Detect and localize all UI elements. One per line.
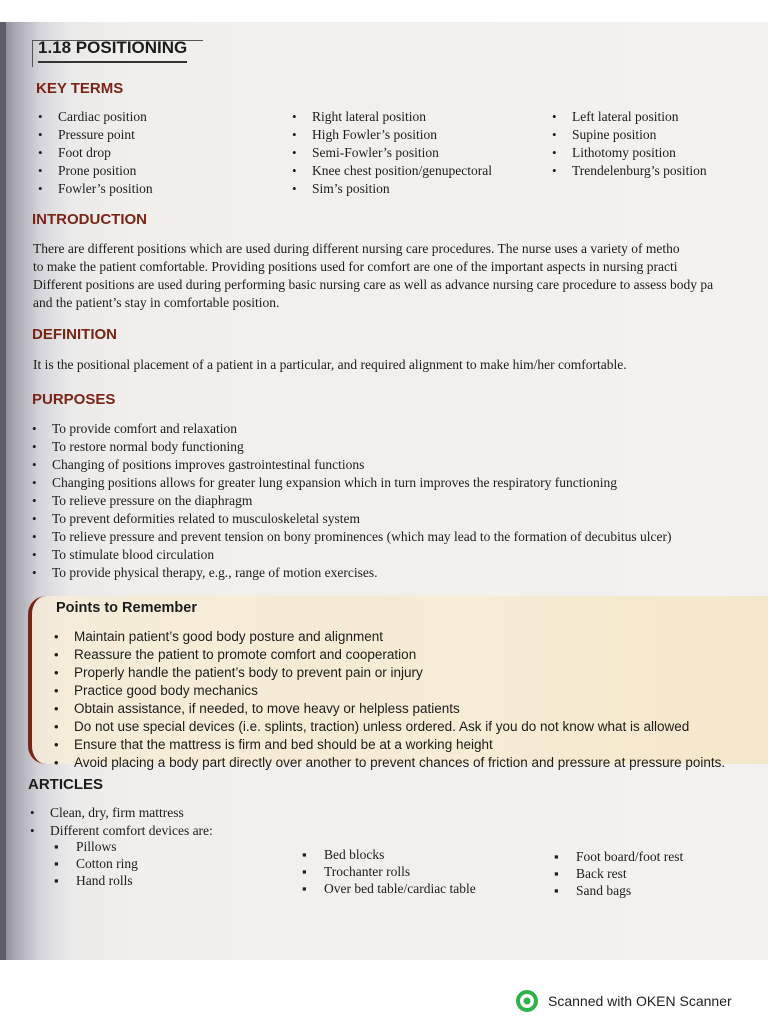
key-term: • Supine position bbox=[548, 126, 707, 144]
key-term: • Knee chest position/genupectoral bbox=[288, 162, 492, 180]
scanned-page bbox=[0, 22, 768, 960]
introduction-paragraph bbox=[33, 240, 768, 312]
articles-heading: ARTICLES bbox=[28, 776, 103, 793]
article-item: • Clean, dry, firm mattress bbox=[26, 804, 213, 822]
comfort-devices-column-1 bbox=[50, 838, 138, 889]
device-item: ▪ Cotton ring bbox=[50, 855, 138, 872]
key-term: • Trendelenburg’s position bbox=[548, 162, 707, 180]
articles-list bbox=[26, 804, 213, 840]
points-to-remember-title: Points to Remember bbox=[56, 600, 197, 616]
key-term: • Prone position bbox=[34, 162, 153, 180]
scanner-watermark-text: Scanned with OKEN Scanner bbox=[548, 993, 732, 1009]
remember-item: • Avoid placing a body part directly over another to prevent chances of friction and pressure at pressure points. bbox=[50, 754, 725, 772]
device-item: ▪ Back rest bbox=[550, 865, 683, 882]
purposes-heading: PURPOSES bbox=[32, 391, 116, 408]
key-term: • Lithotomy position bbox=[548, 144, 707, 162]
remember-item: • Properly handle the patient’s body to prevent pain or injury bbox=[50, 664, 725, 682]
remember-item: • Obtain assistance, if needed, to move heavy or helpless patients bbox=[50, 700, 725, 718]
purpose-item: • To stimulate blood circulation bbox=[28, 546, 671, 564]
remember-item: • Maintain patient’s good body posture and alignment bbox=[50, 628, 725, 646]
oken-scanner-icon bbox=[516, 990, 538, 1012]
comfort-devices-column-2 bbox=[298, 846, 476, 897]
key-term: • High Fowler’s position bbox=[288, 126, 492, 144]
device-item: ▪ Sand bags bbox=[550, 882, 683, 899]
key-term: • Fowler’s position bbox=[34, 180, 153, 198]
introduction-line: and the patient’s stay in comfortable position. bbox=[33, 295, 280, 310]
remember-item: • Do not use special devices (i.e. splints, traction) unless ordered. Ask if you do not know what is allowed bbox=[50, 718, 725, 736]
key-term: • Cardiac position bbox=[34, 108, 153, 126]
key-terms-heading: KEY TERMS bbox=[36, 80, 124, 97]
key-term: • Foot drop bbox=[34, 144, 153, 162]
introduction-line: to make the patient comfortable. Providing positions used for comfort are one of the important aspects in nursing practi bbox=[33, 259, 678, 274]
purpose-item: • To provide physical therapy, e.g., range of motion exercises. bbox=[28, 564, 671, 582]
key-term: • Right lateral position bbox=[288, 108, 492, 126]
purpose-item: • Changing of positions improves gastrointestinal functions bbox=[28, 456, 671, 474]
introduction-line: Different positions are used during performing basic nursing care as well as advance nursing care procedure to assess body pa bbox=[33, 277, 714, 292]
key-terms-column-2 bbox=[288, 108, 492, 198]
definition-heading: DEFINITION bbox=[32, 326, 117, 343]
scanner-watermark bbox=[516, 990, 732, 1012]
remember-item: • Practice good body mechanics bbox=[50, 682, 725, 700]
key-terms-column-1 bbox=[34, 108, 153, 198]
comfort-devices-column-3 bbox=[550, 848, 683, 899]
key-term: • Semi-Fowler’s position bbox=[288, 144, 492, 162]
purpose-item: • To provide comfort and relaxation bbox=[28, 420, 671, 438]
introduction-heading: INTRODUCTION bbox=[32, 211, 147, 228]
purpose-item: • To relieve pressure on the diaphragm bbox=[28, 492, 671, 510]
purposes-list bbox=[28, 420, 671, 582]
key-term: • Sim’s position bbox=[288, 180, 492, 198]
remember-item: • Reassure the patient to promote comfort and cooperation bbox=[50, 646, 725, 664]
device-item: ▪ Foot board/foot rest bbox=[550, 848, 683, 865]
points-to-remember-box bbox=[28, 596, 768, 770]
points-to-remember-list bbox=[50, 628, 725, 772]
device-item: ▪ Trochanter rolls bbox=[298, 863, 476, 880]
device-item: ▪ Hand rolls bbox=[50, 872, 138, 889]
definition-text: It is the positional placement of a patient in a particular, and required alignment to make him/her comfortable. bbox=[33, 357, 627, 372]
article-item: • Different comfort devices are: bbox=[26, 822, 213, 840]
remember-item: • Ensure that the mattress is firm and bed should be at a working height bbox=[50, 736, 725, 754]
key-term: • Left lateral position bbox=[548, 108, 707, 126]
purpose-item: • To relieve pressure and prevent tension on bony prominences (which may lead to the formation of decubitus ulcer) bbox=[28, 528, 671, 546]
purpose-item: • To prevent deformities related to musculoskeletal system bbox=[28, 510, 671, 528]
introduction-line: There are different positions which are used during different nursing care procedures. The nurse uses a variety of metho bbox=[33, 241, 680, 256]
key-term: • Pressure point bbox=[34, 126, 153, 144]
device-item: ▪ Bed blocks bbox=[298, 846, 476, 863]
purpose-item: • Changing positions allows for greater lung expansion which in turn improves the respiratory functioning bbox=[28, 474, 671, 492]
device-item: ▪ Pillows bbox=[50, 838, 138, 855]
device-item: ▪ Over bed table/cardiac table bbox=[298, 880, 476, 897]
purpose-item: • To restore normal body functioning bbox=[28, 438, 671, 456]
chapter-title: 1.18 POSITIONING bbox=[38, 38, 187, 63]
key-terms-column-3 bbox=[548, 108, 707, 180]
